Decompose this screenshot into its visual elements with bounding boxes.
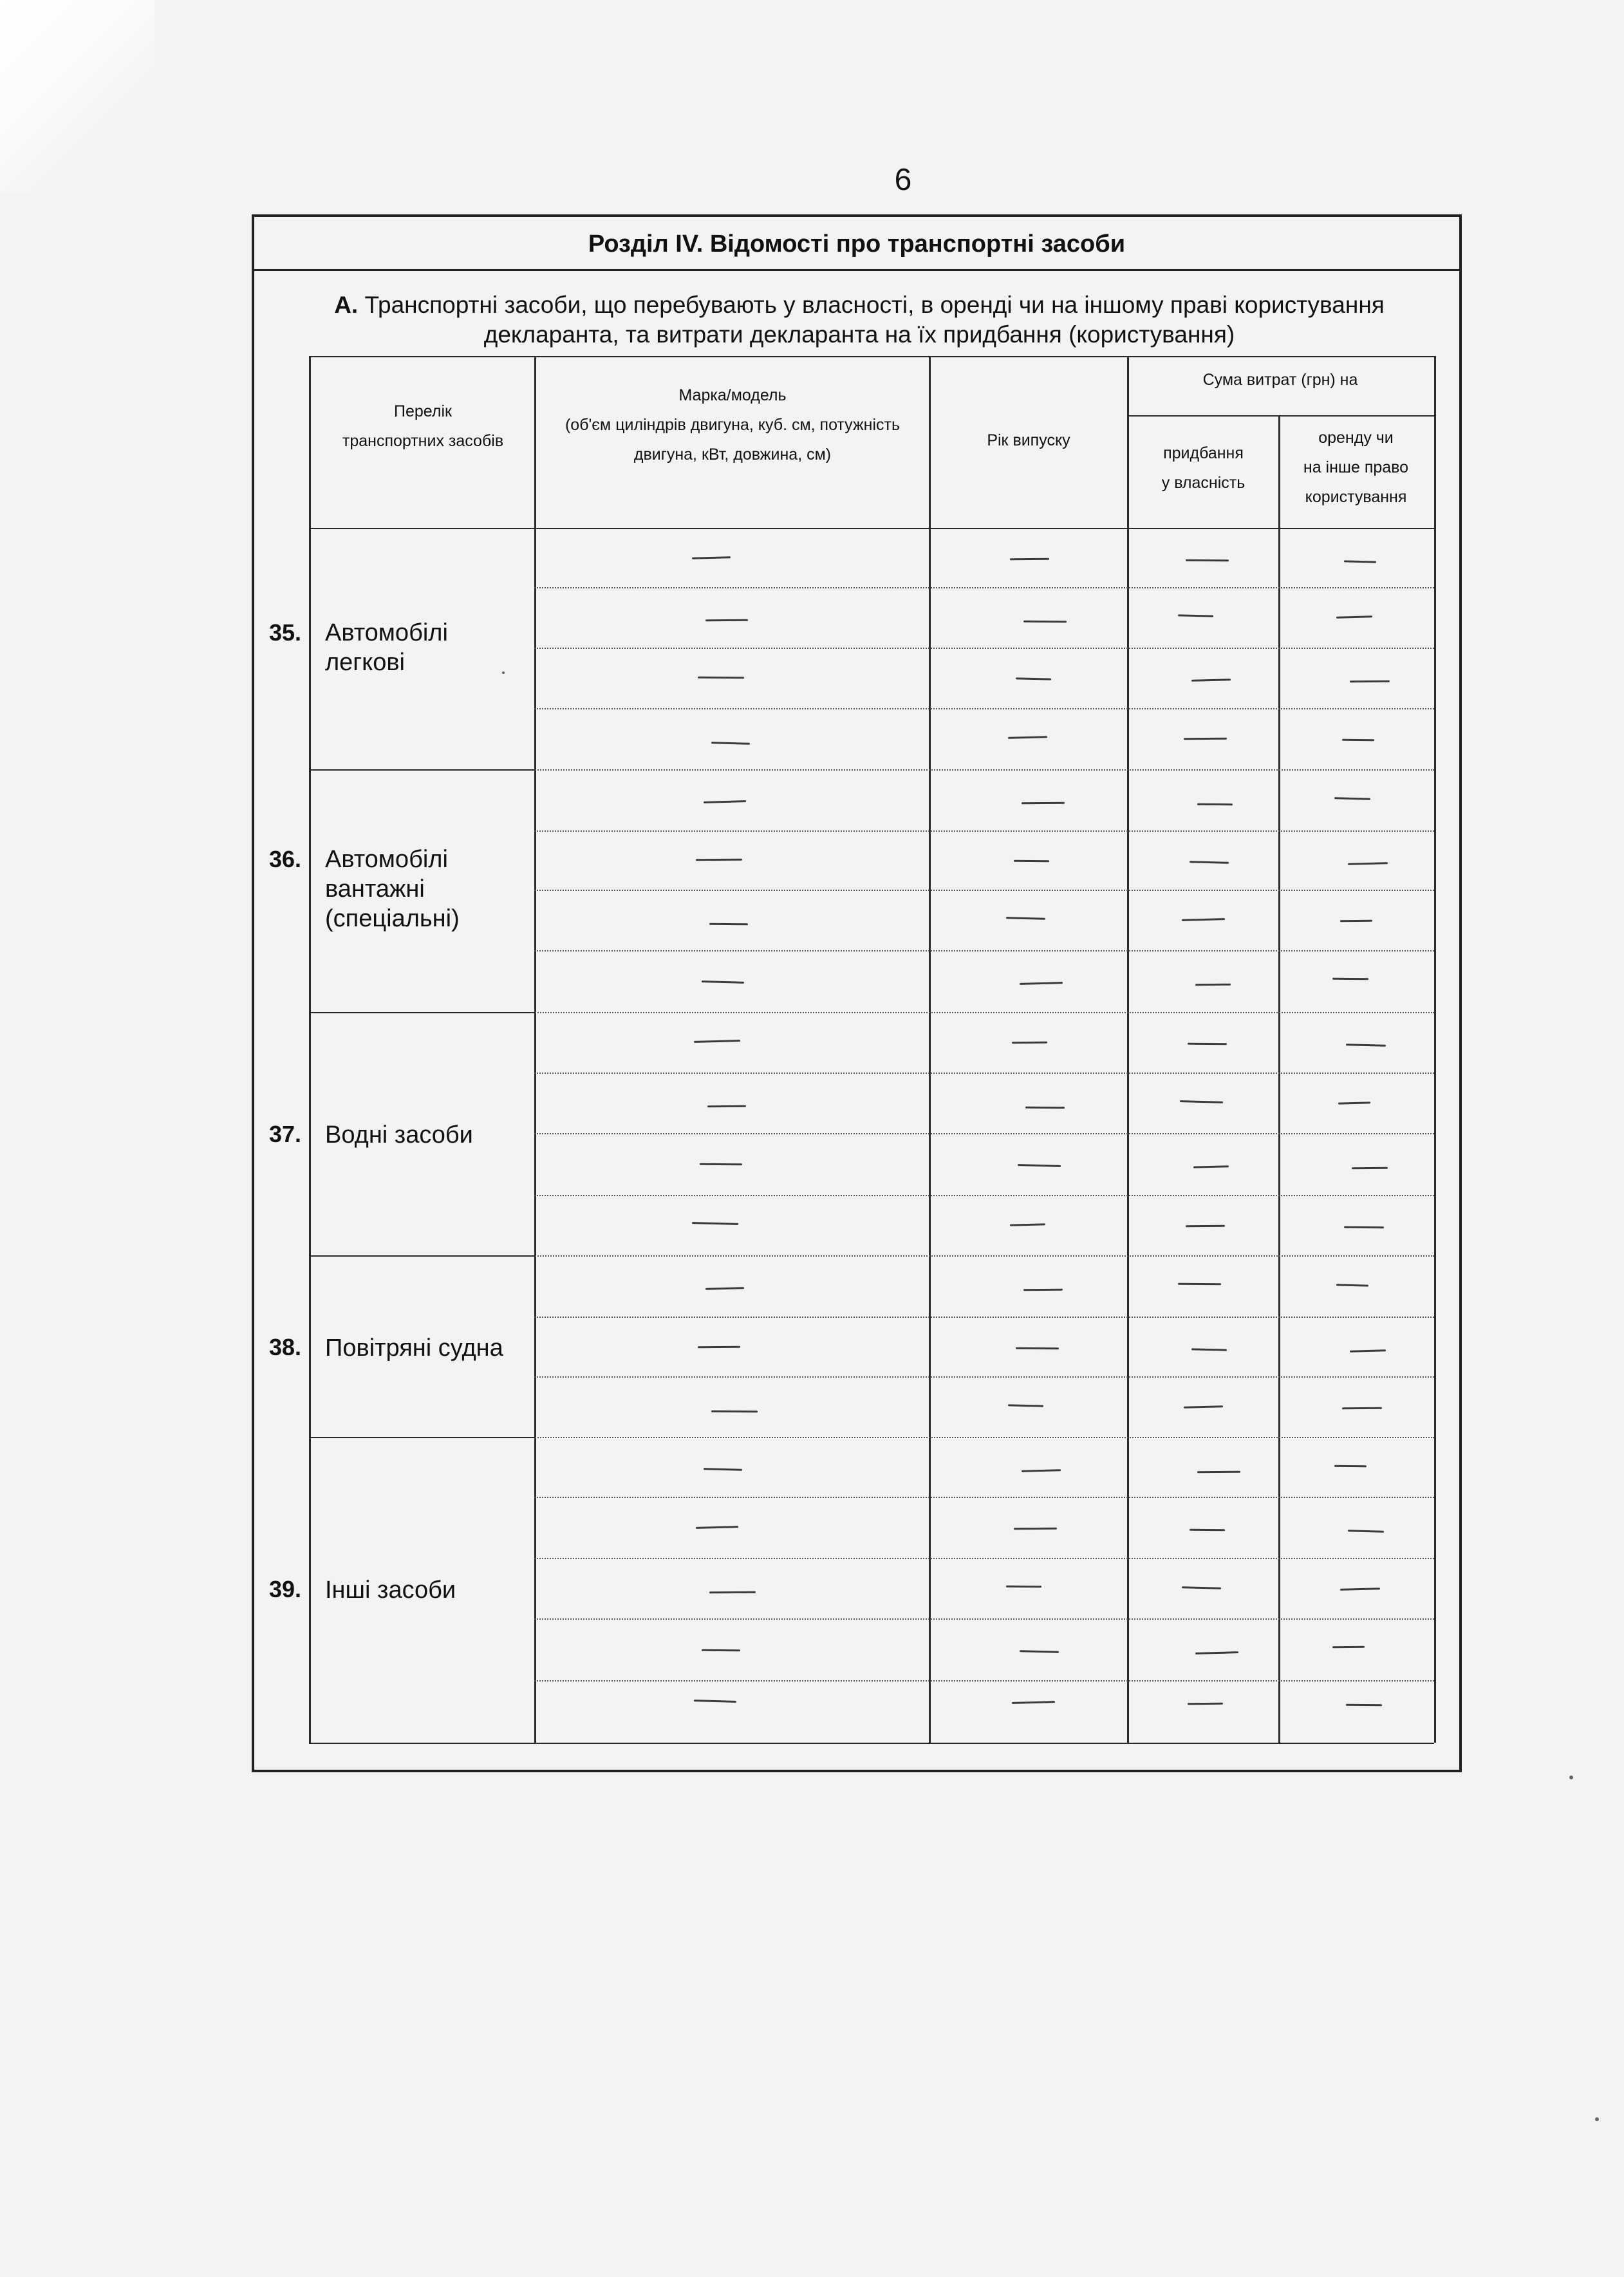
header-model-line-1: Марка/модель xyxy=(678,386,787,404)
handwritten-dash xyxy=(696,859,742,861)
paper-speck xyxy=(1569,1776,1573,1779)
handwritten-dash xyxy=(1334,1465,1367,1467)
handwritten-dash xyxy=(709,1591,756,1594)
subsection-letter: А. xyxy=(334,292,359,318)
handwritten-dash xyxy=(1197,803,1233,805)
subsection-heading xyxy=(306,290,1413,350)
header-purchase-line-1: придбання xyxy=(1163,444,1244,462)
handwritten-dash xyxy=(1023,621,1067,623)
header-model-line-3: двигуна, кВт, довжина, см) xyxy=(633,445,832,464)
handwritten-dash xyxy=(1332,1646,1365,1648)
header-list xyxy=(312,397,534,456)
category-35-label-line-2: легкові xyxy=(325,649,405,676)
handwritten-dash xyxy=(1350,680,1390,683)
subsection-line-2: декларанта, та витрати декларанта на їх придбання (користування) xyxy=(483,321,1235,348)
category-39-number: 39. xyxy=(269,1576,302,1602)
handwritten-dash xyxy=(1014,1528,1057,1530)
handwritten-dash xyxy=(1012,1042,1047,1044)
header-purchase-line-2: у власність xyxy=(1161,474,1246,492)
handwritten-dash xyxy=(1014,860,1049,862)
handwritten-dash xyxy=(1188,1043,1227,1045)
category-35-number: 35. xyxy=(269,619,302,646)
category-38-label: Повітряні судна xyxy=(325,1335,503,1362)
handwritten-dash xyxy=(1022,802,1065,805)
handwritten-dash xyxy=(1332,978,1368,980)
category-35-label-line-1: Автомобілі xyxy=(325,619,448,646)
handwritten-dash xyxy=(1184,738,1227,740)
category-37-label: Водні засоби xyxy=(325,1121,473,1148)
handwritten-dash xyxy=(1190,1529,1225,1531)
category-38-number: 38. xyxy=(269,1334,302,1360)
handwritten-dash xyxy=(1016,1347,1059,1350)
handwritten-dash xyxy=(1342,739,1374,741)
header-model-line-2: (об'єм циліндрів двигуна, куб. см, потужність xyxy=(565,416,901,434)
handwritten-dash xyxy=(1006,1586,1041,1588)
paper-speck xyxy=(1595,2117,1599,2121)
handwritten-dash xyxy=(698,1346,740,1349)
header-rent-line-1: оренду чи xyxy=(1318,429,1394,447)
handwritten-dash xyxy=(1010,558,1049,561)
handwritten-dash xyxy=(1186,1225,1225,1228)
handwritten-dash xyxy=(1023,1289,1063,1291)
handwritten-dash xyxy=(698,677,744,679)
header-costs: Сума витрат (грн) на xyxy=(1202,371,1358,389)
header-purchase xyxy=(1128,438,1278,498)
handwritten-dash xyxy=(700,1163,742,1166)
category-36-number: 36. xyxy=(269,846,302,872)
handwritten-dash xyxy=(711,1410,758,1413)
handwritten-dash xyxy=(1346,1704,1382,1706)
handwritten-dash xyxy=(1178,1283,1221,1286)
handwritten-dash xyxy=(1352,1167,1388,1169)
header-list-line-1: Перелік xyxy=(394,402,452,420)
handwritten-dash xyxy=(1344,1226,1384,1229)
header-rent-line-3: користування xyxy=(1305,488,1407,506)
handwritten-dash xyxy=(709,923,748,926)
category-35-label xyxy=(325,618,537,677)
category-36-label-line-1: Автомобілі xyxy=(325,846,448,873)
header-model xyxy=(536,380,929,469)
handwritten-dash xyxy=(1340,920,1372,922)
category-36-label-line-2: вантажні xyxy=(325,876,425,903)
handwritten-dash xyxy=(1025,1107,1065,1109)
handwritten-dash xyxy=(1342,1407,1382,1410)
handwritten-dash xyxy=(1195,984,1231,986)
category-36-label-line-3: (спеціальні) xyxy=(325,905,460,932)
section-title: Розділ IV. Відомості про транспортні засоби xyxy=(254,217,1459,271)
handwritten-dash xyxy=(705,619,748,622)
header-rent-line-2: на інше право xyxy=(1303,458,1409,476)
paper-speck xyxy=(502,671,505,674)
subsection-line-1: Транспортні засоби, що перебувають у власності, в оренді чи на іншому праві користування xyxy=(364,292,1385,318)
category-39-label: Інші засоби xyxy=(325,1577,456,1604)
page-number: 6 xyxy=(894,163,912,197)
handwritten-dash xyxy=(707,1105,746,1108)
header-list-line-2: транспортних засобів xyxy=(342,432,504,450)
header-year: Рік випуску xyxy=(987,431,1070,449)
handwritten-dash xyxy=(1197,1471,1240,1474)
category-37-number: 37. xyxy=(269,1121,302,1147)
handwritten-dash xyxy=(1186,559,1229,562)
header-rent xyxy=(1280,423,1432,512)
handwritten-dash xyxy=(702,1649,740,1652)
page-fold-shadow xyxy=(0,0,154,193)
handwritten-dash xyxy=(1188,1703,1223,1705)
category-36-label xyxy=(325,845,537,933)
